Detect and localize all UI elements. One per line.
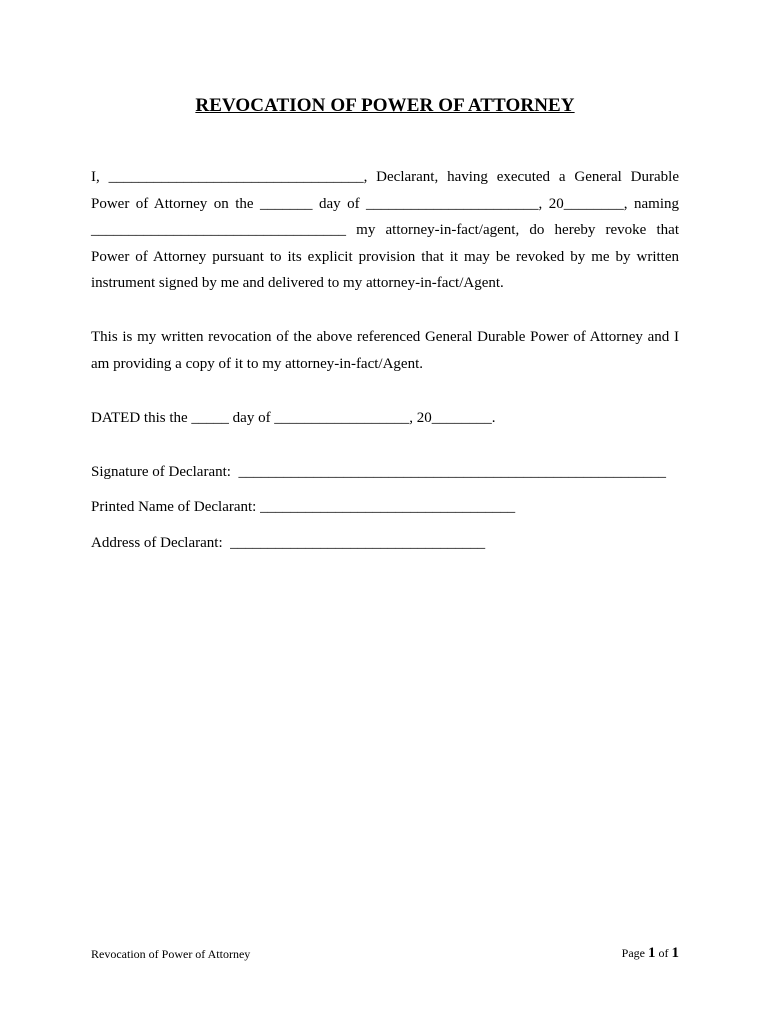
page-current: 1 bbox=[648, 945, 656, 961]
footer-document-name: Revocation of Power of Attorney bbox=[91, 947, 251, 961]
document-title: REVOCATION OF POWER OF ATTORNEY bbox=[195, 95, 575, 116]
dated-line: DATED this the _____ day of __________________, 20________. bbox=[91, 410, 496, 426]
signature-line: Signature of Declarant: _________________________________________________________ bbox=[91, 464, 666, 480]
declaration-paragraph: I, __________________________________, Declarant, having executed a General Durable Power of Attorney on the _______ day of _______________________, 20________, naming __________________________________ my attorney-in-fact/agent, do hereby revoke that Power of Attorney pursuant to its explicit provision that it may be revoked by me by written instrument signed by me and delivered to my attorney-in-fact/Agent. bbox=[91, 169, 679, 292]
address-line: Address of Declarant: __________________________________ bbox=[91, 535, 486, 551]
revocation-paragraph: This is my written revocation of the above referenced General Durable Power of Attorney and I am providing a copy of it to my attorney-in-fact/Agent. bbox=[91, 329, 679, 372]
page-total: 1 bbox=[671, 945, 679, 961]
of-label: of bbox=[658, 946, 669, 960]
page-label: Page bbox=[621, 946, 645, 960]
printed-name-line: Printed Name of Declarant: __________________________________ bbox=[91, 499, 516, 515]
footer-page-number bbox=[622, 945, 679, 962]
